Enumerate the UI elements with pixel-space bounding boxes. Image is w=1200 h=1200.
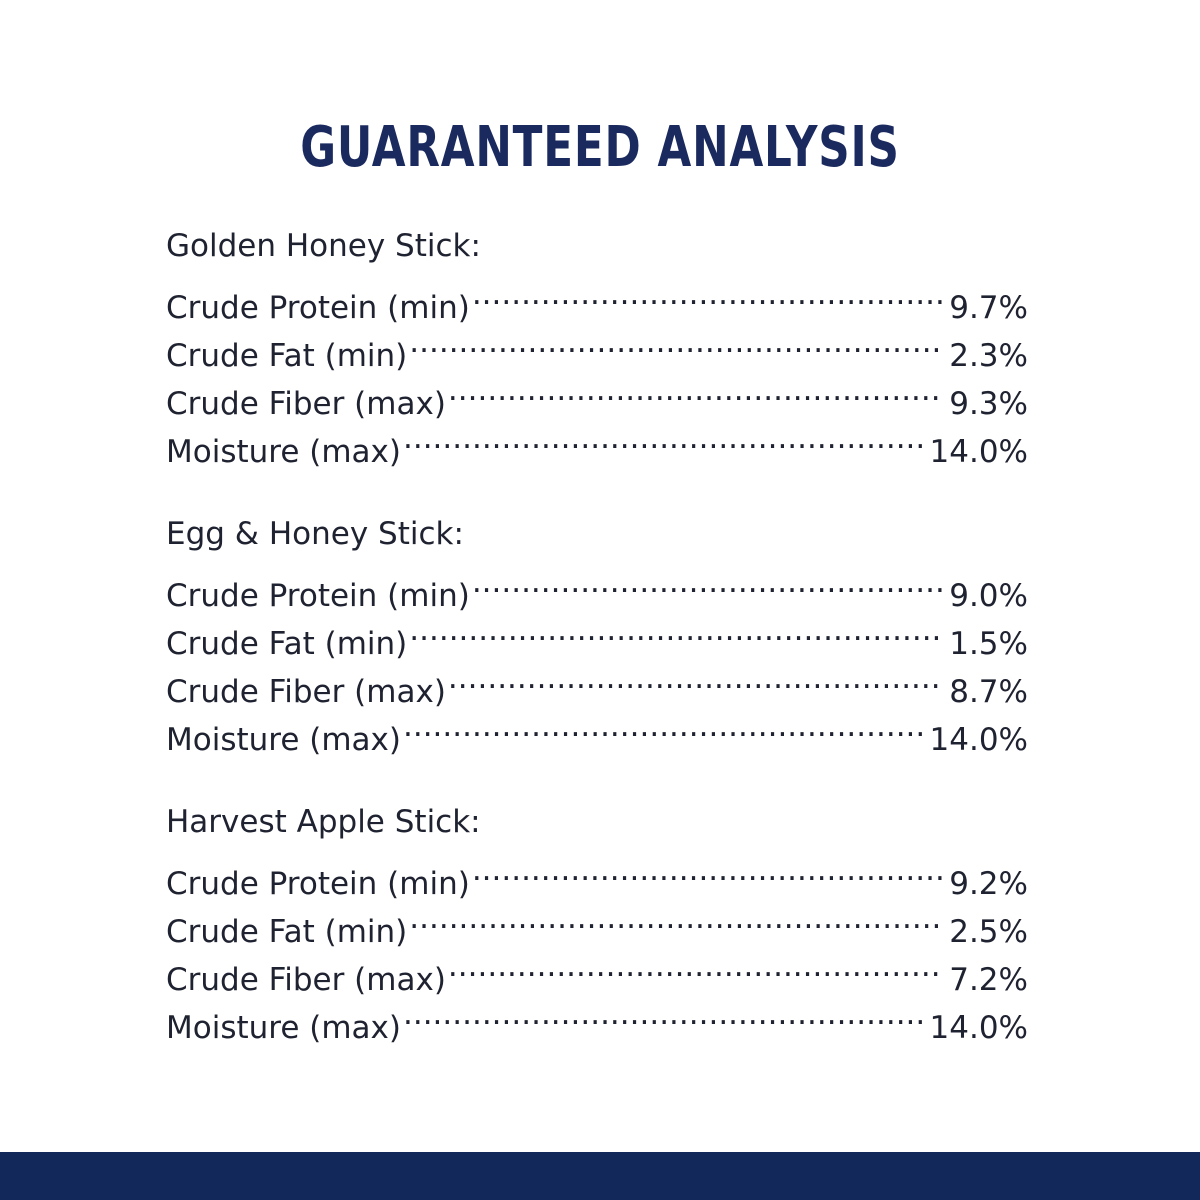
row-label: Crude Fiber (max) xyxy=(166,674,446,710)
row-value: 1.5% xyxy=(949,626,1028,662)
analysis-row xyxy=(166,846,1028,902)
dot-leader xyxy=(409,606,943,654)
row-label: Crude Fat (min) xyxy=(166,914,408,950)
section-golden-honey-stick xyxy=(166,222,1028,470)
row-label: Moisture (max) xyxy=(166,434,401,470)
row-label: Crude Protein (min) xyxy=(166,290,470,326)
dot-leader xyxy=(403,702,924,750)
analysis-content xyxy=(166,222,1028,1086)
row-value: 9.0% xyxy=(949,578,1028,614)
section-harvest-apple-stick xyxy=(166,798,1028,1046)
row-value: 8.7% xyxy=(949,674,1028,710)
dot-leader xyxy=(403,414,924,462)
section-heading: Golden Honey Stick: xyxy=(166,228,481,264)
dot-leader xyxy=(448,942,943,990)
row-label: Moisture (max) xyxy=(166,722,401,758)
row-value: 14.0% xyxy=(929,722,1028,758)
section-egg-honey-stick xyxy=(166,510,1028,758)
analysis-row xyxy=(166,558,1028,614)
row-label: Crude Protein (min) xyxy=(166,866,470,902)
dot-leader xyxy=(409,894,943,942)
dot-leader xyxy=(472,558,943,606)
row-value: 9.2% xyxy=(949,866,1028,902)
page-title: GUARANTEED ANALYSIS xyxy=(300,115,900,180)
analysis-row xyxy=(166,270,1028,326)
row-label: Moisture (max) xyxy=(166,1010,401,1046)
row-label: Crude Fiber (max) xyxy=(166,962,446,998)
row-label: Crude Fiber (max) xyxy=(166,386,446,422)
row-value: 7.2% xyxy=(949,962,1028,998)
row-value: 2.5% xyxy=(949,914,1028,950)
row-value: 9.7% xyxy=(949,290,1028,326)
row-value: 14.0% xyxy=(929,1010,1028,1046)
dot-leader xyxy=(472,846,943,894)
dot-leader xyxy=(448,654,943,702)
footer-bar xyxy=(0,1152,1200,1200)
section-heading: Harvest Apple Stick: xyxy=(166,804,481,840)
row-value: 2.3% xyxy=(949,338,1028,374)
row-label: Crude Fat (min) xyxy=(166,338,408,374)
dot-leader xyxy=(403,990,924,1038)
dot-leader xyxy=(472,270,943,318)
row-value: 14.0% xyxy=(929,434,1028,470)
row-label: Crude Fat (min) xyxy=(166,626,408,662)
dot-leader xyxy=(448,366,943,414)
row-label: Crude Protein (min) xyxy=(166,578,470,614)
section-heading: Egg & Honey Stick: xyxy=(166,516,464,552)
dot-leader xyxy=(409,318,943,366)
row-value: 9.3% xyxy=(949,386,1028,422)
